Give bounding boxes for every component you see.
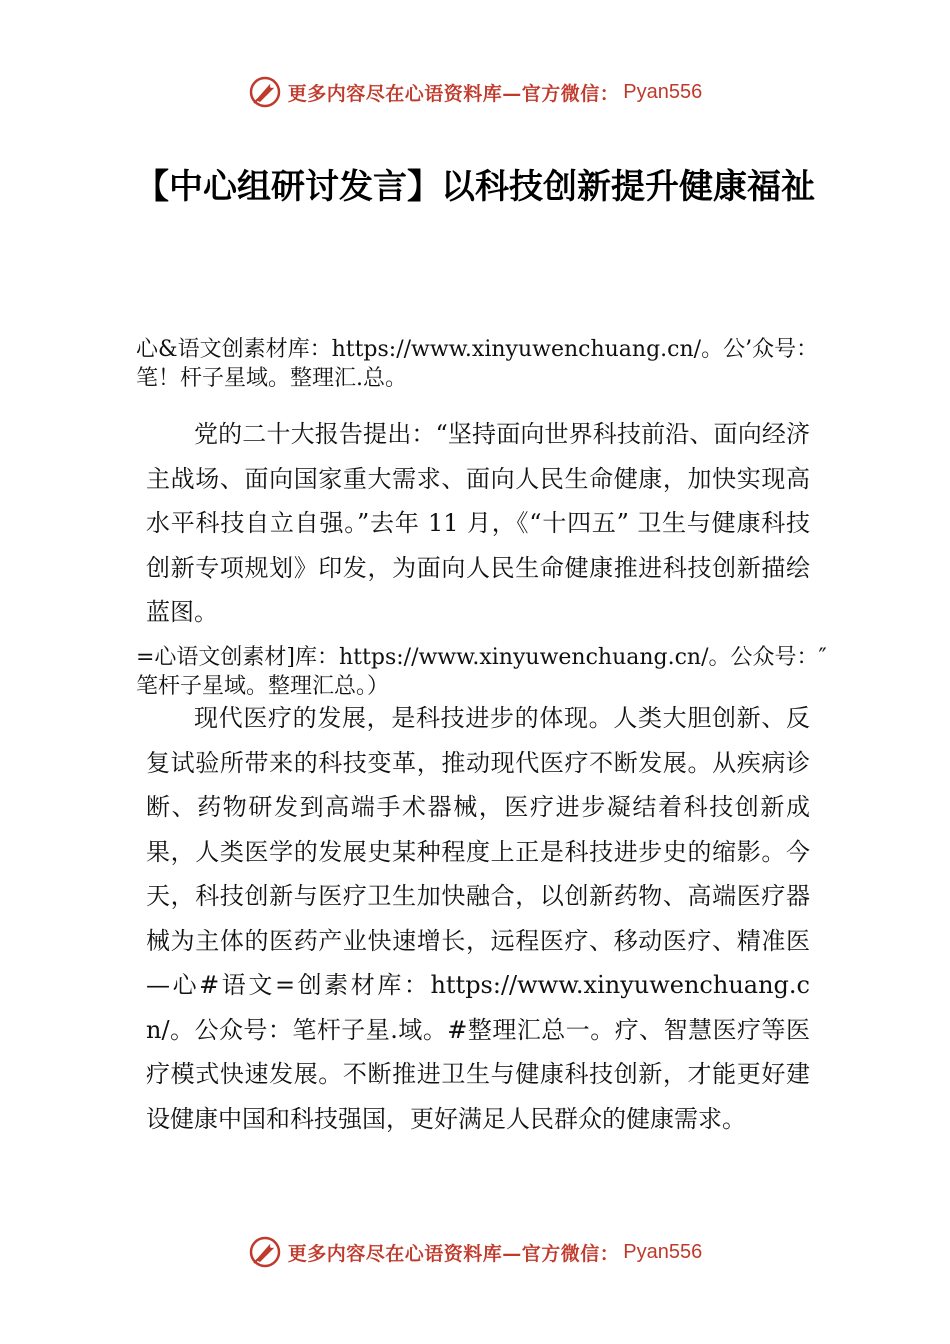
paragraph-2: 现代医疗的发展，是科技进步的体现。人类大胆创新、反复试验所带来的科技变革，推动现代医疗不断发展。从疾病诊断、药物研发到高端手术器械，医疗进步凝结着科技创新成果，人类医学的发展史某种程度上正是科技进步史的缩影。今天，科技创新与医疗卫生加快融合，以创新药物、高端医疗器械为主体的医药产业快速增长，远程医疗、移动医疗、精准医—心#语文=创素材库：https://www.xinyuwenchuang.cn/。公众号：笔杆子星.域。#整理汇总一。疗、智慧医疗等医疗模式快速发展。不断推进卫生与健康科技创新，才能更好建设健康中国和科技强国，更好满足人民群众的健康需求。: [146, 704, 810, 1133]
banner-wechat-id: Pyan556: [623, 1240, 703, 1263]
banner-text: 更多内容尽在心语资料库—官方微信：: [287, 1242, 620, 1265]
paragraph-1: 党的二十大报告提出：“坚持面向世界科技前沿、面向经济主战场、面向国家重大需求、面向人民生命健康，加快实现高水平科技自立自强。”去年 11 月，《“十四五” 卫生与健康科技创新专项规划》印发，为面向人民生命健康推进科技创新描绘蓝图。: [146, 420, 810, 626]
banner-text: 更多内容尽在心语资料库—官方微信：: [287, 82, 620, 105]
header-banner: [0, 72, 950, 112]
footer-banner: [0, 1232, 950, 1272]
pen-nib-logo-icon: [248, 1235, 282, 1269]
source-note-2: =心语文创素材]库：https://www.xinyuwenchuang.cn/。公众号：″笔杆子星域。整理汇总。）: [136, 645, 827, 699]
document-title: 【中心组研讨发言】以科技创新提升健康福祉: [135, 167, 815, 207]
banner-wechat-id: Pyan556: [623, 80, 703, 103]
pen-nib-logo-icon: [248, 75, 282, 109]
source-note-1: 心&语文创素材库：https://www.xinyuwenchuang.cn/。公’众号：笔！杆子星域。整理汇.总。: [136, 337, 819, 391]
